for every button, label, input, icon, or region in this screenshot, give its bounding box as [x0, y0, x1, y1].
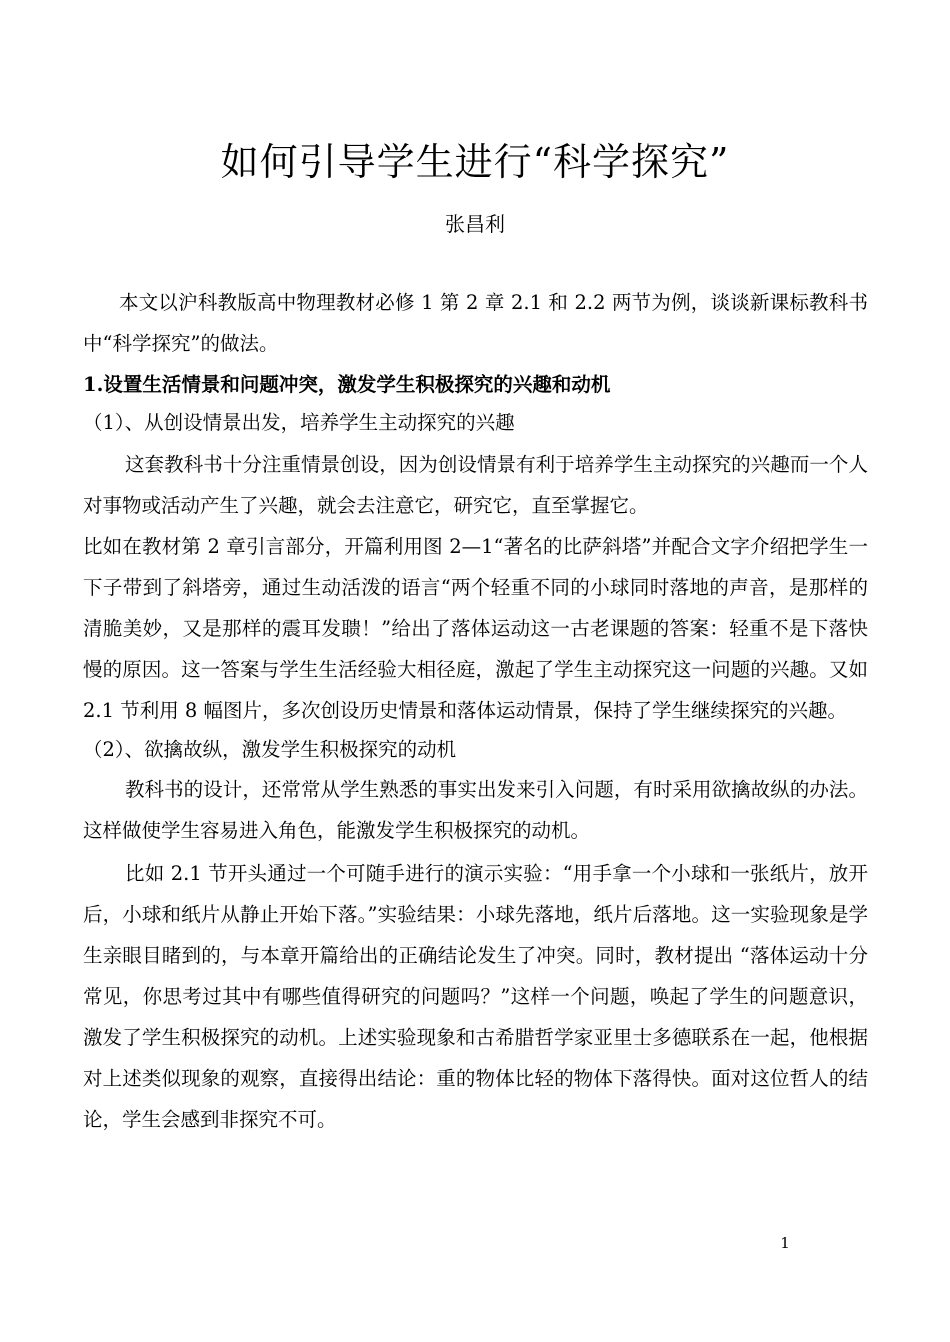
section-heading: 1.设置生活情景和问题冲突，激发学生积极探究的兴趣和动机 [83, 373, 611, 396]
document-body [83, 282, 868, 1140]
subsection-1-paragraph-1: 这套教科书十分注重情景创设，因为创设情景有利于培养学生主动探究的兴趣而一个人对事物或活动产生了兴趣，就会去注意它，研究它，直至掌握它。 [83, 453, 868, 517]
intro-paragraph: 本文以沪科教版高中物理教材必修 1 第 2 章 2.1 和 2.2 两节为例，谈谈新课标教科书中“科学探究”的做法。 [83, 291, 868, 355]
subsection-2-paragraph-1: 教科书的设计，还常常从学生熟悉的事实出发来引入问题，有时采用欲擒故纵的办法。这样做使学生容易进入角色，能激发学生积极探究的动机。 [83, 778, 868, 842]
subsection-1-paragraph-2: 比如在教材第 2 章引言部分，开篇利用图 2—1“著名的比萨斜塔”并配合文字介绍把学生一下子带到了斜塔旁，通过生动活泼的语言“两个轻重不同的小球同时落地的声音，是那样的清脆美妙，又是那样的震耳发聩！”给出了落体运动这一古老课题的答案：轻重不是下落快慢的原因。这一答案与学生生活经验大相径庭，激起了学生主动探究这一问题的兴趣。又如 2.1 节利用 8 幅图片，多次创设历史情景和落体运动情景，保持了学生继续探究的兴趣。 [83, 535, 868, 722]
page-number: 1 [780, 1234, 790, 1252]
document-title: 如何引导学生进行“科学探究” [220, 140, 730, 184]
subsection-2-paragraph-2: 比如 2.1 节开头通过一个可随手进行的演示实验：“用手拿一个小球和一张纸片，放开后，小球和纸片从静止开始下落。”实验结果：小球先落地，纸片后落地。这一实验现象是学生亲眼目睹到的，与本章开篇给出的正确结论发生了冲突。同时，教材提出 “落体运动十分常见，你思考过其中有哪些值得研究的问题吗？”这样一个问题，唤起了学生的问题意识，激发了学生积极探究的动机。上述实验现象和古希腊哲学家亚里士多德联系在一起，他根据对上述类似现象的观察，直接得出结论：重的物体比轻的物体下落得快。面对这位哲人的结论，学生会感到非探究不可。 [83, 862, 868, 1131]
subsection-heading-1: （1）、从创设情景出发，培养学生主动探究的兴趣 [83, 411, 515, 434]
subsection-heading-2: （2）、欲擒故纵，激发学生积极探究的动机 [83, 738, 457, 761]
author-name: 张昌利 [445, 212, 505, 236]
